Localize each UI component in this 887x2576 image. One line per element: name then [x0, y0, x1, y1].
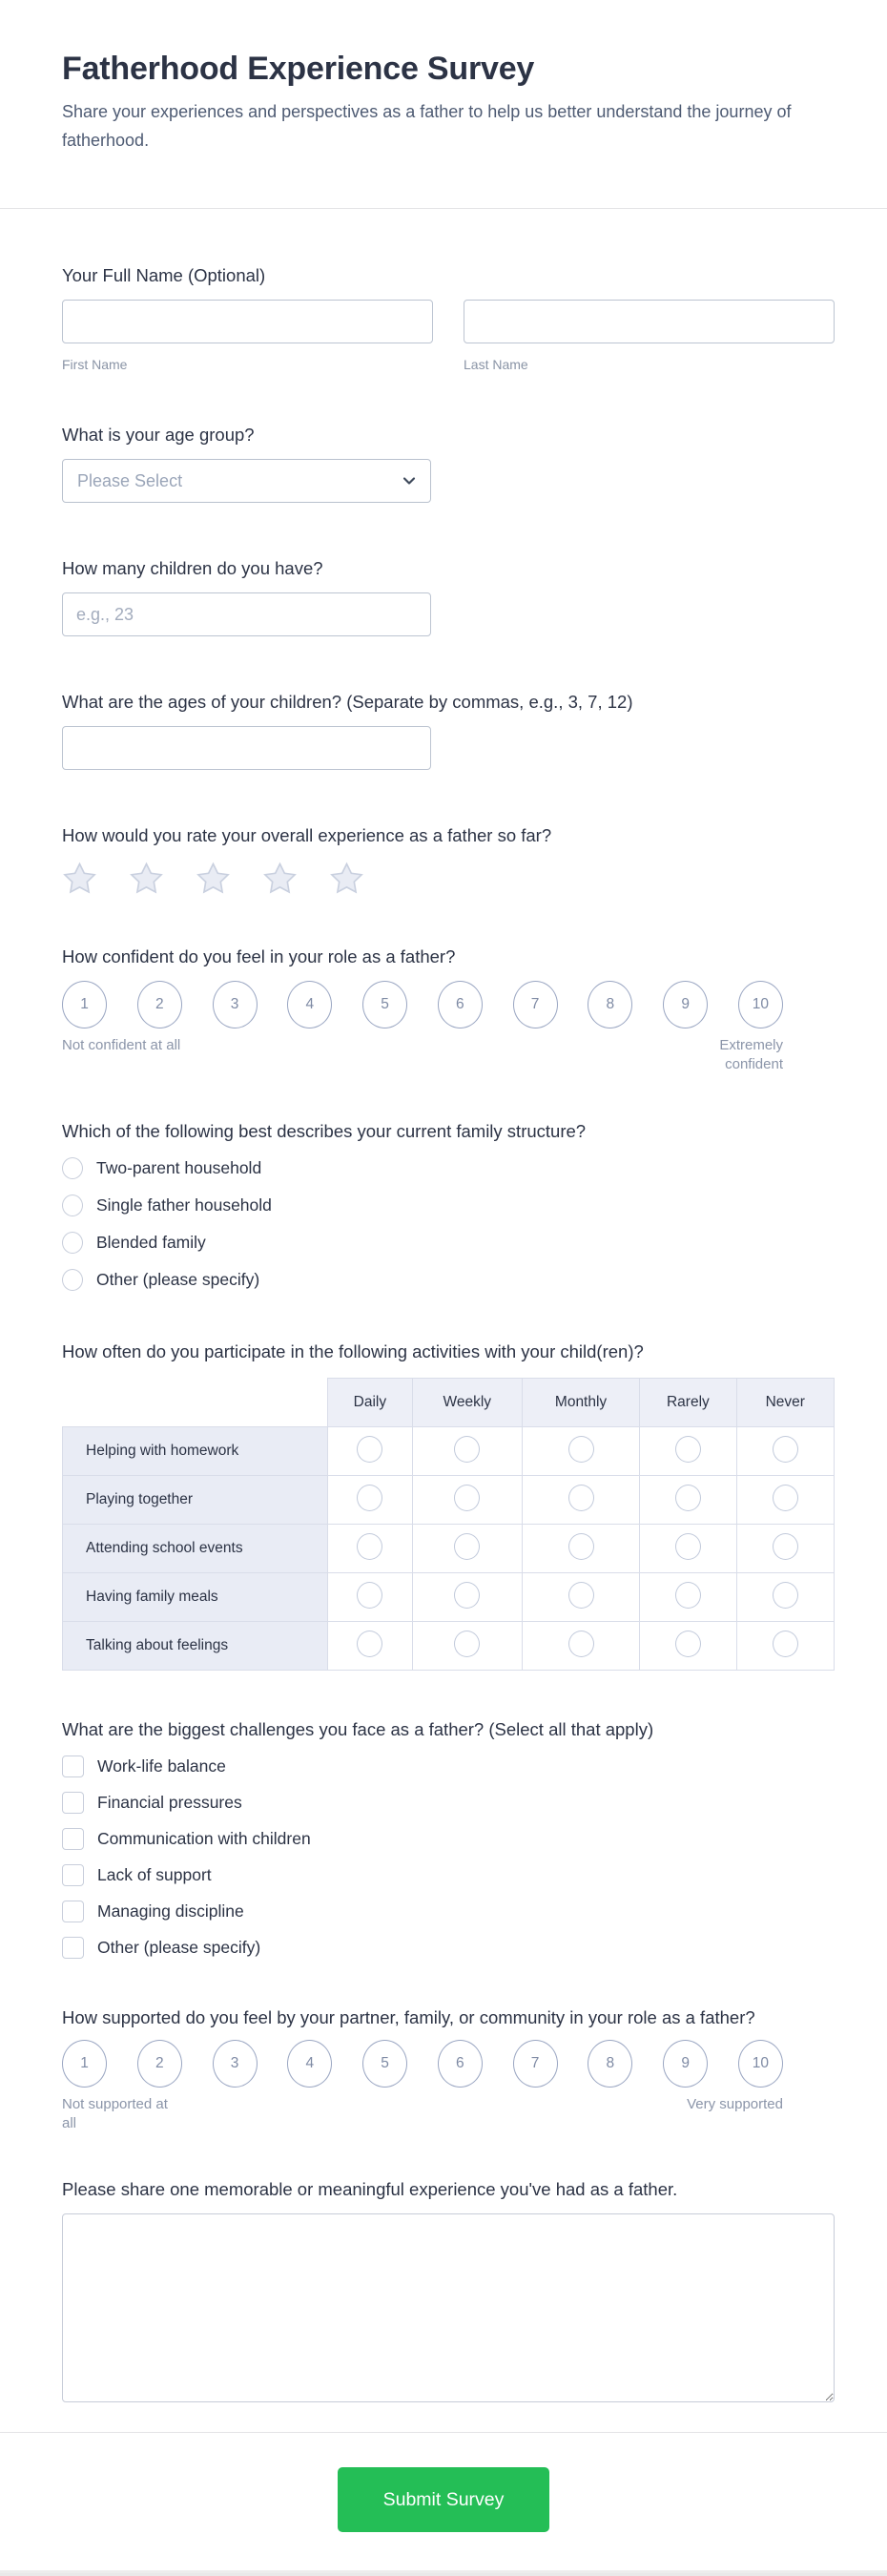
question-label: What is your age group? — [62, 425, 255, 445]
star-rating — [62, 862, 835, 896]
matrix-radio-icon[interactable] — [773, 1485, 798, 1511]
first-name-input[interactable] — [62, 300, 433, 343]
support-scale-labels — [62, 2095, 783, 2133]
memorable-experience-textarea[interactable] — [62, 2213, 835, 2402]
matrix-radio-icon[interactable] — [454, 1436, 480, 1463]
confidence-scale-options — [62, 981, 783, 1028]
matrix-header-row — [63, 1379, 835, 1427]
matrix-row-label-2: Playing together — [63, 1476, 328, 1525]
matrix-cell[interactable] — [328, 1622, 412, 1671]
matrix-radio-icon[interactable] — [357, 1533, 382, 1560]
matrix-cell[interactable] — [412, 1622, 522, 1671]
option-label: Lack of support — [97, 1865, 212, 1884]
question-activities-matrix — [62, 1339, 835, 1671]
matrix-cell[interactable] — [736, 1573, 834, 1622]
matrix-row — [63, 1427, 835, 1476]
age-group-select-wrap — [62, 459, 431, 503]
matrix-column-header-rarely: Rarely — [640, 1379, 736, 1427]
scale-min-label: Not confident at all — [62, 1037, 181, 1053]
scale-option-1[interactable]: 1 — [62, 981, 107, 1028]
question-label: Your Full Name (Optional) — [62, 265, 266, 285]
radio-option-3[interactable] — [62, 1232, 835, 1254]
star-icon-1[interactable] — [62, 862, 97, 896]
matrix-cell[interactable] — [640, 1525, 736, 1573]
star-icon-3[interactable] — [196, 862, 231, 896]
matrix-radio-icon[interactable] — [773, 1582, 798, 1609]
matrix-row-label-3: Attending school events — [63, 1525, 328, 1573]
matrix-radio-icon[interactable] — [568, 1485, 594, 1511]
name-fields-row — [62, 300, 835, 372]
matrix-cell[interactable] — [412, 1573, 522, 1622]
radio-button-icon[interactable] — [62, 1195, 83, 1216]
option-label: Other (please specify) — [97, 1938, 261, 1957]
matrix-radio-icon[interactable] — [357, 1436, 382, 1463]
scale-option-6[interactable]: 6 — [438, 2040, 483, 2088]
last-name-input[interactable] — [464, 300, 835, 343]
last-name-sublabel: Last Name — [464, 357, 528, 372]
radio-button-icon[interactable] — [62, 1269, 83, 1291]
matrix-radio-icon[interactable] — [357, 1485, 382, 1511]
star-icon-5[interactable] — [329, 862, 364, 896]
radio-button-icon[interactable] — [62, 1232, 83, 1254]
children-ages-wrap — [62, 726, 835, 770]
checkbox-icon[interactable] — [62, 1828, 84, 1850]
age-group-select[interactable] — [62, 459, 431, 503]
scale-option-8[interactable]: 8 — [588, 981, 632, 1028]
matrix-cell[interactable] — [736, 1427, 834, 1476]
scale-option-3[interactable]: 3 — [213, 981, 258, 1028]
checkbox-icon[interactable] — [62, 1864, 84, 1886]
checkbox-icon[interactable] — [62, 1901, 84, 1922]
matrix-row-label-4: Having family meals — [63, 1573, 328, 1622]
challenges-options — [62, 1755, 835, 1959]
matrix-cell[interactable] — [640, 1622, 736, 1671]
matrix-column-header-never: Never — [736, 1379, 834, 1427]
matrix-radio-icon[interactable] — [357, 1631, 382, 1657]
matrix-radio-icon[interactable] — [568, 1436, 594, 1463]
footer-divider — [0, 2432, 887, 2433]
matrix-radio-icon[interactable] — [675, 1533, 701, 1560]
first-name-column — [62, 300, 433, 372]
matrix-column-header-daily: Daily — [328, 1379, 412, 1427]
matrix-cell[interactable] — [328, 1427, 412, 1476]
matrix-cell[interactable] — [412, 1476, 522, 1525]
children-count-wrap — [62, 592, 835, 636]
matrix-radio-icon[interactable] — [454, 1631, 480, 1657]
question-label: Please share one memorable or meaningful experience you've had as a father. — [62, 2179, 678, 2199]
matrix-radio-icon[interactable] — [568, 1631, 594, 1657]
matrix-cell[interactable] — [522, 1476, 639, 1525]
scale-option-6[interactable]: 6 — [438, 981, 483, 1028]
matrix-radio-icon[interactable] — [773, 1436, 798, 1463]
checkbox-option-5[interactable] — [62, 1901, 835, 1922]
scale-max-label: Extremely confident — [719, 1037, 783, 1072]
matrix-radio-icon[interactable] — [454, 1485, 480, 1511]
question-full-name — [62, 262, 835, 372]
matrix-column-header-monthly: Monthly — [522, 1379, 639, 1427]
memorable-experience-wrap — [62, 2213, 835, 2407]
submit-row — [0, 2467, 887, 2532]
checkbox-option-1[interactable] — [62, 1755, 835, 1777]
scale-option-7[interactable]: 7 — [513, 2040, 558, 2088]
matrix-radio-icon[interactable] — [675, 1582, 701, 1609]
scale-option-2[interactable]: 2 — [137, 981, 182, 1028]
support-scale-options — [62, 2040, 783, 2088]
matrix-cell[interactable] — [640, 1573, 736, 1622]
matrix-cell[interactable] — [328, 1525, 412, 1573]
matrix-row — [63, 1622, 835, 1671]
scale-option-7[interactable]: 7 — [513, 981, 558, 1028]
option-label: Financial pressures — [97, 1793, 242, 1812]
question-label: Which of the following best describes your current family structure? — [62, 1121, 587, 1141]
matrix-radio-icon[interactable] — [675, 1631, 701, 1657]
question-support-scale — [62, 2005, 835, 2133]
question-children-ages — [62, 689, 835, 770]
question-experience-rating — [62, 822, 835, 896]
question-age-group — [62, 422, 835, 503]
matrix-cell[interactable] — [736, 1525, 834, 1573]
matrix-radio-icon[interactable] — [454, 1533, 480, 1560]
matrix-column-header-weekly: Weekly — [412, 1379, 522, 1427]
question-label: What are the biggest challenges you face as a father? (Select all that apply) — [62, 1719, 654, 1739]
matrix-radio-icon[interactable] — [568, 1533, 594, 1560]
option-label: Work-life balance — [97, 1756, 226, 1776]
checkbox-option-4[interactable] — [62, 1864, 835, 1886]
checkbox-icon[interactable] — [62, 1937, 84, 1959]
form-header — [0, 0, 887, 155]
question-label: How supported do you feel by your partner, family, or community in your role as a father? — [62, 2007, 755, 2027]
option-label: Blended family — [96, 1233, 206, 1252]
last-name-column — [464, 300, 835, 372]
radio-option-4[interactable] — [62, 1269, 835, 1291]
star-icon-2[interactable] — [129, 862, 164, 896]
children-count-input[interactable] — [62, 592, 431, 636]
checkbox-option-2[interactable] — [62, 1792, 835, 1814]
question-label: How often do you participate in the following activities with your child(ren)? — [62, 1341, 644, 1361]
scale-option-8[interactable]: 8 — [588, 2040, 632, 2088]
option-label: Other (please specify) — [96, 1270, 260, 1289]
children-ages-input[interactable] — [62, 726, 431, 770]
scale-option-4[interactable]: 4 — [287, 981, 332, 1028]
page-bottom-edge — [0, 2570, 887, 2573]
option-label: Communication with children — [97, 1829, 311, 1848]
matrix-row — [63, 1525, 835, 1573]
matrix-cell[interactable] — [412, 1525, 522, 1573]
option-label: Single father household — [96, 1195, 272, 1215]
matrix-cell[interactable] — [640, 1427, 736, 1476]
scale-option-2[interactable]: 2 — [137, 2040, 182, 2088]
question-family-structure — [62, 1118, 835, 1291]
question-label: How would you rate your overall experience as a father so far? — [62, 825, 552, 845]
matrix-cell[interactable] — [522, 1525, 639, 1573]
matrix-cell[interactable] — [522, 1427, 639, 1476]
question-label: How many children do you have? — [62, 558, 323, 578]
scale-option-10[interactable]: 10 — [738, 981, 783, 1028]
matrix-row — [63, 1573, 835, 1622]
first-name-sublabel: First Name — [62, 357, 128, 372]
scale-option-9[interactable]: 9 — [663, 981, 708, 1028]
page-subtitle: Share your experiences and perspectives as a father to help us better understand the journey of fatherhood. — [62, 102, 792, 150]
scale-min-label: Not supported at all — [62, 2096, 168, 2131]
matrix-radio-icon[interactable] — [568, 1582, 594, 1609]
matrix-row-label-5: Talking about feelings — [63, 1622, 328, 1671]
matrix-radio-icon[interactable] — [454, 1582, 480, 1609]
checkbox-icon[interactable] — [62, 1792, 84, 1814]
submit-button[interactable]: Submit Survey — [338, 2467, 549, 2532]
matrix-row — [63, 1476, 835, 1525]
confidence-scale-labels — [62, 1036, 783, 1074]
matrix-cell[interactable] — [736, 1476, 834, 1525]
matrix-radio-icon[interactable] — [357, 1582, 382, 1609]
question-children-count — [62, 555, 835, 636]
matrix-radio-icon[interactable] — [675, 1436, 701, 1463]
scale-option-9[interactable]: 9 — [663, 2040, 708, 2088]
scale-option-5[interactable]: 5 — [362, 2040, 407, 2088]
matrix-cell[interactable] — [328, 1476, 412, 1525]
page-title: Fatherhood Experience Survey — [62, 51, 535, 87]
radio-option-1[interactable] — [62, 1157, 835, 1179]
form-body — [0, 262, 887, 2407]
matrix-cell[interactable] — [640, 1476, 736, 1525]
matrix-radio-icon[interactable] — [773, 1533, 798, 1560]
scale-option-10[interactable]: 10 — [738, 2040, 783, 2088]
matrix-radio-icon[interactable] — [773, 1631, 798, 1657]
option-label: Managing discipline — [97, 1901, 244, 1921]
radio-option-2[interactable] — [62, 1195, 835, 1216]
header-divider — [0, 208, 887, 209]
matrix-radio-icon[interactable] — [675, 1485, 701, 1511]
matrix-row-label-1: Helping with homework — [63, 1427, 328, 1476]
checkbox-icon[interactable] — [62, 1755, 84, 1777]
question-memorable-experience — [62, 2176, 835, 2407]
star-icon-4[interactable] — [262, 862, 298, 896]
question-label: What are the ages of your children? (Separate by commas, e.g., 3, 7, 12) — [62, 692, 633, 712]
activities-matrix-table — [62, 1378, 835, 1671]
matrix-cell[interactable] — [412, 1427, 522, 1476]
matrix-cell[interactable] — [736, 1622, 834, 1671]
scale-option-4[interactable]: 4 — [287, 2040, 332, 2088]
checkbox-option-6[interactable] — [62, 1937, 835, 1959]
radio-button-icon[interactable] — [62, 1157, 83, 1179]
scale-option-5[interactable]: 5 — [362, 981, 407, 1028]
scale-option-3[interactable]: 3 — [213, 2040, 258, 2088]
matrix-cell[interactable] — [522, 1573, 639, 1622]
scale-max-label: Very supported — [687, 2096, 783, 2112]
option-label: Two-parent household — [96, 1158, 262, 1177]
matrix-corner-cell — [63, 1379, 328, 1427]
question-confidence-scale — [62, 944, 835, 1074]
family-structure-options — [62, 1157, 835, 1291]
scale-option-1[interactable]: 1 — [62, 2040, 107, 2088]
checkbox-option-3[interactable] — [62, 1828, 835, 1850]
matrix-cell[interactable] — [522, 1622, 639, 1671]
question-challenges — [62, 1716, 835, 1959]
question-label: How confident do you feel in your role as a father? — [62, 946, 456, 966]
matrix-cell[interactable] — [328, 1573, 412, 1622]
